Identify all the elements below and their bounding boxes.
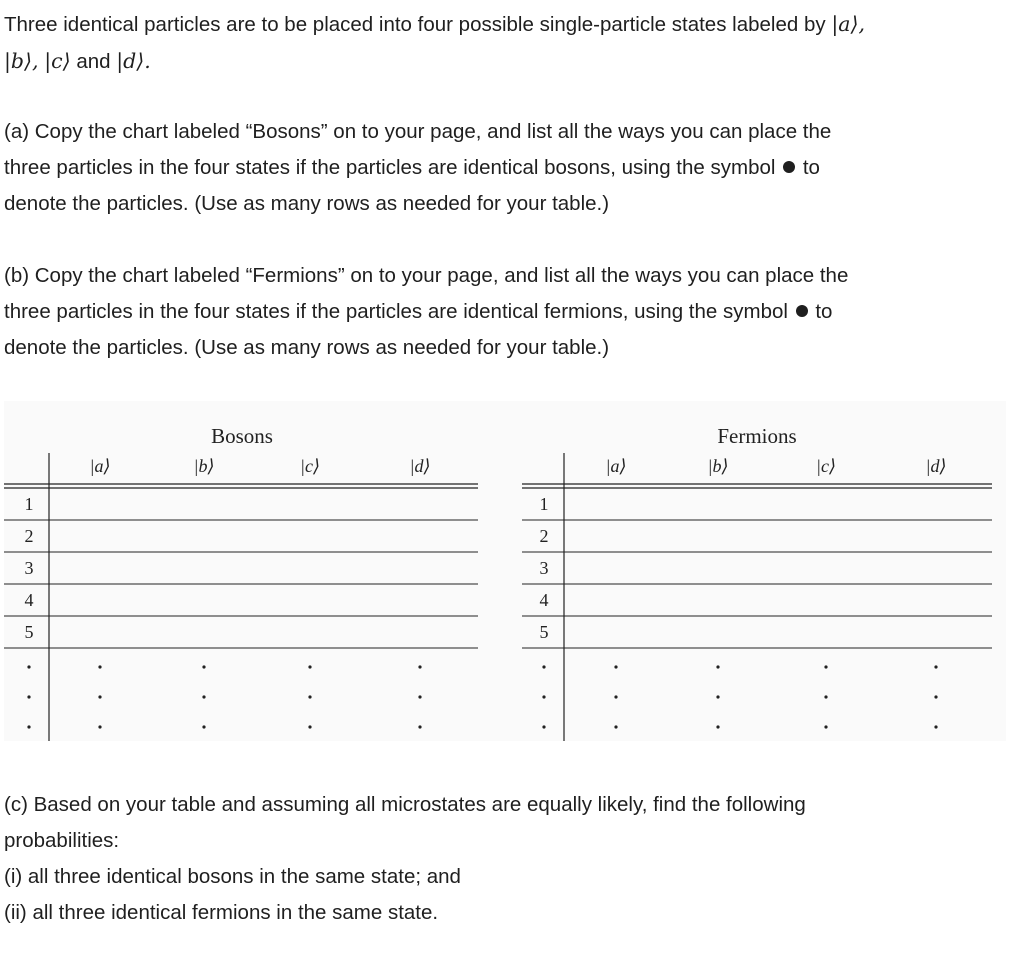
part-b-line1: (b) Copy the chart labeled “Fermions” on to your page, and list all the ways you can place the	[4, 264, 849, 287]
part-a-line2: three particles in the four states if the particles are identical bosons, using the symbol	[4, 156, 776, 179]
fermions-row-number: 4	[539, 590, 549, 610]
part-b-line2-end: to	[815, 300, 833, 323]
intro-text: Three identical particles are to be placed into four possible single-particle states labeled by	[4, 13, 826, 36]
part-b-line2: three particles in the four states if the particles are identical fermions, using the symbol	[4, 300, 788, 323]
ket-d: |d⟩.	[116, 49, 151, 73]
bosons-col-c: |c⟩	[300, 456, 320, 476]
part-a-paragraph	[4, 114, 1014, 222]
bosons-col-d: |d⟩	[409, 456, 431, 476]
ket-a: |a⟩,	[831, 12, 865, 36]
intro-paragraph	[4, 6, 1014, 80]
bosons-title: Bosons	[211, 424, 273, 448]
bosons-table	[4, 424, 478, 741]
part-c-line1: (c) Based on your table and assuming all microstates are equally likely, find the following	[4, 793, 806, 816]
fermions-col-c: |c⟩	[816, 456, 836, 476]
bosons-ellipsis-rows	[27, 665, 421, 728]
fermions-row-number: 3	[539, 558, 549, 578]
bosons-row-number: 5	[24, 622, 34, 642]
part-a-line1: (a) Copy the chart labeled “Bosons” on to your page, and list all the ways you can place the	[4, 120, 832, 143]
particle-dot-icon	[796, 305, 808, 317]
bosons-col-b: |b⟩	[193, 456, 215, 476]
bosons-row-number: 1	[24, 494, 34, 514]
particle-dot-icon	[783, 161, 795, 173]
bosons-row-number: 4	[24, 590, 34, 610]
fermions-row-number: 5	[539, 622, 549, 642]
part-c-item-i: (i) all three identical bosons in the same state; and	[4, 865, 461, 888]
ket-b: |b⟩,	[4, 49, 39, 73]
part-a-line2-end: to	[802, 156, 820, 179]
fermions-ellipsis-rows	[542, 665, 937, 728]
part-b-line3: denote the particles. (Use as many rows as needed for your table.)	[4, 336, 610, 359]
ket-c: |c⟩	[44, 49, 71, 73]
bosons-row-number: 3	[24, 558, 34, 578]
fermions-title: Fermions	[717, 424, 797, 448]
part-c-paragraph	[4, 787, 1014, 931]
bosons-col-a: |a⟩	[89, 456, 111, 476]
fermions-col-b: |b⟩	[707, 456, 729, 476]
part-b-paragraph	[4, 258, 1014, 366]
fermions-col-d: |d⟩	[925, 456, 947, 476]
part-a-line3: denote the particles. (Use as many rows as needed for your table.)	[4, 192, 610, 215]
fermions-row-number: 1	[539, 494, 549, 514]
fermions-row-number: 2	[539, 526, 549, 546]
fermions-col-a: |a⟩	[605, 456, 627, 476]
tables-figure	[4, 401, 1006, 741]
intro-and: and	[76, 50, 111, 73]
fermions-table	[522, 424, 992, 741]
part-c-line2: probabilities:	[4, 829, 120, 852]
part-c-item-ii: (ii) all three identical fermions in the same state.	[4, 901, 439, 924]
bosons-row-number: 2	[24, 526, 34, 546]
